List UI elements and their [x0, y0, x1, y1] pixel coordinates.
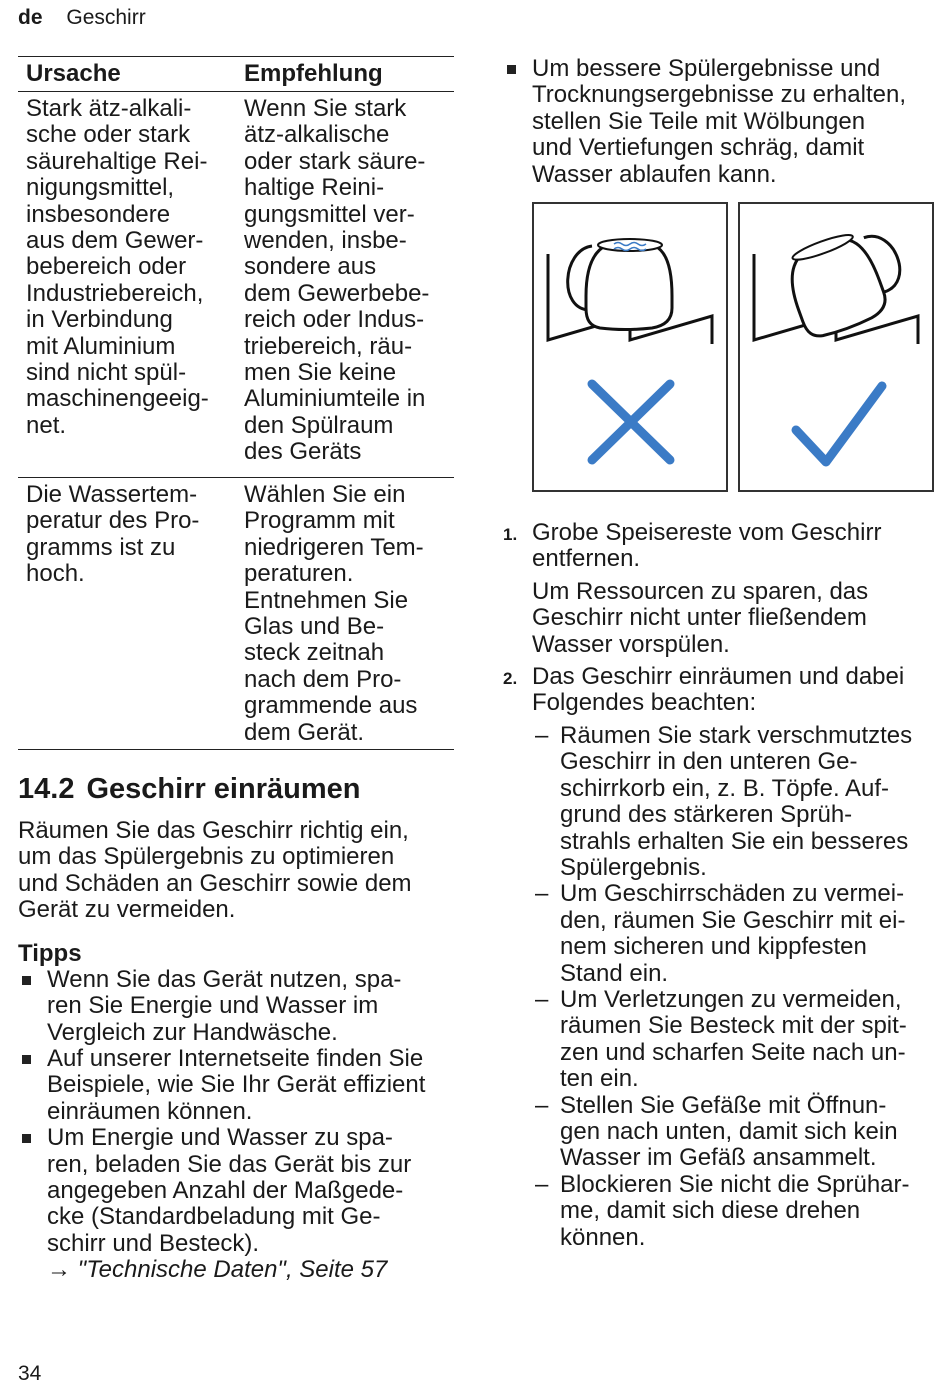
right-column [503, 56, 940, 1257]
text-line: Folgendes beachten: [532, 689, 757, 717]
text-line: um das Spülergebnis zu optimieren [18, 843, 395, 871]
text-line: ren, beladen Sie das Gerät bis zur [47, 1150, 412, 1178]
placement-illustrations [532, 202, 940, 492]
table-row [18, 92, 454, 478]
step-text [532, 520, 940, 573]
text-line: gramms ist zu [26, 533, 176, 561]
table-row [18, 478, 454, 750]
list-item [18, 1125, 454, 1283]
text-line: Stark ätz-alkali- [26, 95, 192, 122]
wrong-placement-figure [532, 202, 728, 492]
sub-text [560, 880, 905, 986]
text-line: Wasser ablaufen kann. [532, 160, 777, 188]
language-code: de [18, 6, 43, 29]
step-text [532, 664, 940, 717]
text-line: Geschirr nicht unter fließendem [532, 604, 867, 632]
intro-paragraph [18, 818, 454, 924]
text-line: Auf unserer Internetseite finden Sie [47, 1044, 424, 1072]
tip-text [47, 1124, 411, 1257]
text-line: den, räumen Sie Geschirr mit ei- [560, 906, 906, 934]
text-line: Entnehmen Sie [244, 586, 409, 614]
text-line: net. [26, 411, 67, 439]
list-item [532, 1172, 940, 1251]
text-line: ren Sie Energie und Wasser im [47, 992, 379, 1020]
page-number: 34 [18, 1362, 42, 1385]
text-line: Glas und Be- [244, 613, 385, 641]
text-line: nem sicheren und kippfesten [560, 933, 867, 961]
step-item [503, 520, 940, 658]
recommendation-cell [236, 482, 454, 746]
cross-reference-link[interactable]: → "Technische Daten", Seite 57 [47, 1256, 388, 1284]
text-line: ätz-alkalische [244, 121, 390, 149]
text-line: des Geräts [244, 438, 362, 466]
dash-marker: – [535, 1170, 549, 1198]
text-line: peratur des Pro- [26, 507, 200, 535]
text-line: Grobe Speisereste vom Geschirr [532, 519, 882, 547]
step-number: 2. [503, 669, 518, 689]
text-line: Um bessere Spülergebnisse und [532, 55, 881, 82]
text-line: Stellen Sie Gefäße mit Öffnun- [560, 1091, 887, 1119]
text-line: Blockieren Sie nicht die Sprühar- [560, 1170, 910, 1198]
text-line: und Vertiefungen schräg, damit [532, 134, 865, 162]
text-line: Um Energie und Wasser zu spa- [47, 1124, 393, 1152]
list-item [18, 1046, 454, 1125]
text-line: schirrkorb ein, z. B. Töpfe. Auf- [560, 774, 890, 802]
text-line: Wasser im Gefäß ansammelt. [560, 1144, 877, 1172]
sub-text [560, 986, 907, 1092]
text-line: bebereich oder [26, 253, 187, 281]
text-line: oder stark säure- [244, 147, 426, 175]
dash-marker: – [535, 721, 549, 749]
bullet-square-icon [507, 65, 516, 74]
placement-bullet [503, 56, 940, 188]
tip-text [47, 1045, 425, 1125]
correct-placement-figure [738, 202, 934, 492]
text-line: men Sie keine [244, 359, 397, 387]
text-line: ten ein. [560, 1065, 639, 1093]
text-line: schirr und Besteck). [47, 1229, 260, 1257]
text-line: wenden, insbe- [244, 227, 407, 255]
text-line: räumen Sie Besteck mit der spit- [560, 1012, 907, 1040]
recommendation-cell [236, 96, 454, 474]
text-line: Programm mit [244, 507, 395, 535]
left-column [18, 56, 454, 1284]
text-line: zen und scharfen Seite nach un- [560, 1038, 906, 1066]
text-line: Das Geschirr einräumen und dabei [532, 663, 905, 691]
text-line: gungsmittel ver- [244, 200, 415, 228]
sub-text [560, 722, 912, 881]
tips-list [18, 967, 454, 1284]
text-line: nigungsmittel, [26, 174, 175, 202]
text-line: Stand ein. [560, 959, 669, 987]
text-line: Räumen Sie stark verschmutztes [560, 721, 913, 749]
step-note [532, 579, 940, 658]
tips-heading: Tipps [18, 939, 82, 967]
cause-cell [18, 482, 236, 746]
text-line: sondere aus [244, 253, 377, 281]
list-item [503, 56, 940, 188]
list-item [532, 723, 940, 881]
dash-marker: – [535, 880, 549, 908]
text-line: Räumen Sie das Geschirr richtig ein, [18, 817, 409, 845]
checkmark-icon [796, 386, 882, 462]
header-cause: Ursache [26, 60, 121, 87]
text-line: Wasser vorspülen. [532, 630, 730, 658]
text-line: Beispiele, wie Sie Ihr Gerät effizient [47, 1071, 426, 1099]
dash-marker: – [535, 985, 549, 1013]
text-line: säurehaltige Rei- [26, 147, 208, 175]
tilted-cup-illustration [740, 204, 932, 490]
text-line: Industriebereich, [26, 279, 204, 307]
sub-list [532, 723, 940, 1251]
sub-text [560, 1092, 898, 1172]
section-number: 14.2 [18, 773, 75, 806]
text-line: dem Gerät. [244, 718, 365, 746]
section-title: Geschirr einräumen [86, 773, 361, 806]
list-item [532, 987, 940, 1093]
text-line: Spülergebnis. [560, 853, 707, 881]
text-line: Die Wassertem- [26, 481, 198, 508]
text-line: entfernen. [532, 545, 641, 573]
text-line: Wenn Sie das Gerät nutzen, spa- [47, 965, 402, 993]
text-line: Wenn Sie stark [244, 95, 407, 122]
cause-cell [18, 96, 236, 474]
text-line: angegeben Anzahl der Maßgede- [47, 1176, 404, 1204]
dash-marker: – [535, 1091, 549, 1119]
page-header [18, 6, 146, 30]
text-line: dem Gewerbebe- [244, 279, 430, 307]
text-line: insbesondere [26, 200, 171, 228]
text-line: reich oder Indus- [244, 306, 425, 334]
bullet-square-icon [22, 1055, 31, 1064]
text-line: peraturen. [244, 560, 354, 588]
text-line: sche oder stark [26, 121, 191, 149]
text-line: Um Geschirrschäden zu vermei- [560, 880, 905, 908]
list-item [532, 1093, 940, 1172]
text-line: maschinengeeig- [26, 385, 209, 413]
text-line: Geschirr in den unteren Ge- [560, 748, 858, 776]
text-line: niedrigeren Tem- [244, 533, 424, 561]
text-line: Um Verletzungen zu vermeiden, [560, 985, 902, 1013]
text-line: nach dem Pro- [244, 665, 402, 693]
text-line: gen nach unten, damit sich kein [560, 1117, 898, 1145]
text-line: einräumen können. [47, 1097, 253, 1125]
upright-cup-illustration [534, 204, 726, 490]
text-line: grammende aus [244, 692, 418, 720]
text-line: aus dem Gewer- [26, 227, 204, 255]
cross-icon [592, 384, 670, 460]
text-line: Wählen Sie ein [244, 481, 406, 508]
header-recommendation: Empfehlung [244, 60, 383, 87]
text-line: strahls erhalten Sie ein besseres [560, 827, 909, 855]
text-line: Vergleich zur Handwäsche. [47, 1018, 338, 1046]
sub-text [560, 1171, 910, 1251]
troubleshooting-table [18, 56, 454, 750]
text-line: me, damit sich diese drehen [560, 1197, 861, 1225]
tip-text [47, 966, 401, 1046]
text-line: hoch. [26, 560, 85, 588]
bullet-text [532, 55, 906, 188]
chapter-title: Geschirr [66, 6, 146, 29]
text-line: cke (Standardbeladung mit Ge- [47, 1203, 381, 1231]
section-heading [18, 772, 454, 806]
text-line: triebereich, räu- [244, 332, 413, 360]
bullet-square-icon [22, 1134, 31, 1143]
text-line: Aluminiumteile in [244, 385, 426, 413]
text-line: stellen Sie Teile mit Wölbungen [532, 107, 866, 135]
steps-list [503, 520, 940, 1251]
text-line: können. [560, 1223, 646, 1251]
text-line: steck zeitnah [244, 639, 385, 667]
text-line: mit Aluminium [26, 332, 176, 360]
text-line: in Verbindung [26, 306, 173, 334]
text-line: sind nicht spül- [26, 359, 187, 387]
table-header [18, 57, 454, 92]
list-item [532, 881, 940, 987]
step-item [503, 664, 940, 1251]
text-line: grund des stärkeren Sprüh- [560, 801, 853, 829]
list-item [18, 967, 454, 1046]
bullet-square-icon [22, 976, 31, 985]
step-number: 1. [503, 525, 518, 545]
text-line: Um Ressourcen zu sparen, das [532, 577, 869, 605]
text-line: den Spülraum [244, 411, 394, 439]
text-line: Trocknungsergebnisse zu erhalten, [532, 81, 906, 109]
text-line: und Schäden an Geschirr sowie dem [18, 869, 412, 897]
text-line: Gerät zu vermeiden. [18, 896, 236, 924]
text-line: haltige Reini- [244, 174, 385, 202]
